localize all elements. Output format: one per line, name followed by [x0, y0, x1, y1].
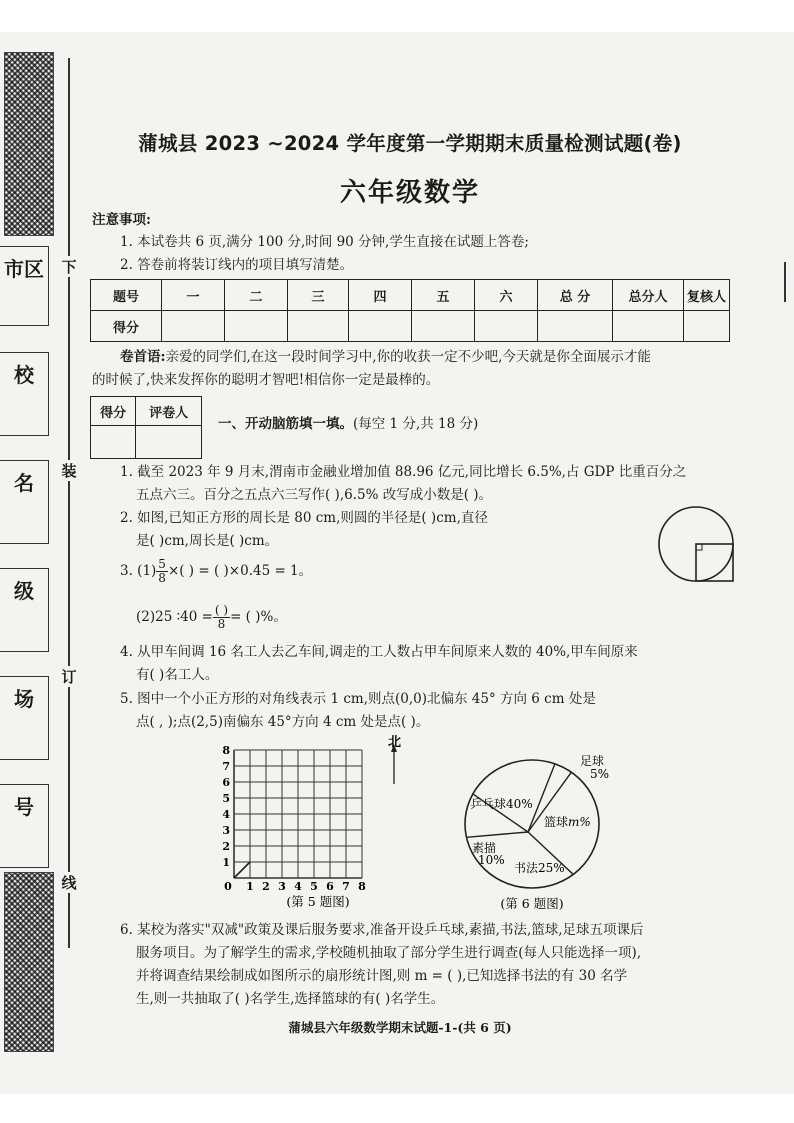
pie-value-label: m%	[568, 815, 591, 829]
pie-value-label: 5%	[590, 767, 610, 781]
score-header-cell: 一	[162, 280, 225, 311]
score-row-label: 得分	[91, 311, 162, 342]
diagonal-unit	[234, 862, 250, 878]
field-room[interactable]: 场	[0, 676, 49, 760]
preface-line: 的时候了,快来发挥你的聪明才智吧!相信你一定是最棒的。	[92, 372, 440, 388]
notice-item: 2. 答卷前将装订线内的项目填写清楚。	[120, 257, 354, 273]
y-tick-label: 4	[222, 808, 230, 821]
question-4: 4. 从甲车间调 16 名工人去乙车间,调走的工人数占甲车间原来人数的 40%,甲车间原来	[120, 644, 638, 660]
binding-char: 装	[61, 462, 77, 480]
pie-value-label: 25%	[538, 861, 565, 875]
grader-name-cell[interactable]	[136, 426, 202, 459]
field-district[interactable]: 市区	[0, 246, 49, 326]
question-1-cont: 五点六三。百分之五点六三写作( ),6.5% 改写成小数是( )。	[136, 487, 493, 503]
pie-label: 篮球m%	[544, 815, 591, 829]
grader-header-cell: 得分	[91, 397, 136, 426]
x-tick-label: 4	[294, 880, 302, 893]
y-tick-label: 6	[222, 776, 230, 789]
grader-score-cell[interactable]	[91, 426, 136, 459]
score-cell[interactable]	[225, 311, 288, 342]
figure-5-grid	[218, 734, 418, 914]
score-header-cell: 总分人	[613, 280, 684, 311]
score-table-header-row	[91, 280, 730, 311]
score-table-score-row	[91, 311, 730, 342]
y-tick-label: 3	[222, 824, 230, 837]
question-2: 2. 如图,已知正方形的周长是 80 cm,则圆的半径是( )cm,直径	[120, 510, 488, 526]
x-tick-label: 2	[262, 880, 270, 893]
binding-stripe-bottom	[4, 872, 54, 1052]
pie-slice-boundary	[466, 832, 528, 837]
north-label: 北	[388, 735, 402, 750]
pie-labels	[470, 753, 609, 875]
figure-5-caption: (第 5 题图)	[286, 894, 350, 909]
y-tick-label: 7	[222, 760, 230, 773]
binding-char: 下	[61, 258, 77, 276]
question-6-cont: 生,则一共抽取了( )名学生,选择篮球的有( )名学生。	[136, 991, 445, 1007]
question-3-part2: (2)25 ∶40 = $\frac{( )}{8}$ = ( )%。	[136, 603, 287, 631]
x-tick-label: 0	[224, 880, 232, 893]
x-tick-label: 3	[278, 880, 286, 893]
x-tick-label: 8	[358, 880, 366, 893]
score-header-cell: 六	[475, 280, 538, 311]
question-2-cont: 是( )cm,周长是( )cm。	[136, 533, 279, 549]
exam-subject: 六年级数学	[339, 178, 480, 208]
notice-heading: 注意事项:	[92, 212, 151, 228]
pie-value-label: 10%	[478, 853, 505, 867]
score-header-cell: 复核人	[684, 280, 730, 311]
question-4-cont: 有( )名工人。	[136, 667, 219, 683]
edge-mark	[784, 262, 786, 302]
fraction: $\frac{5}{8}$	[158, 557, 166, 585]
score-header-cell: 题号	[91, 280, 162, 311]
score-cell[interactable]	[412, 311, 475, 342]
binding-char: 线	[61, 874, 77, 892]
score-header-cell: 四	[349, 280, 412, 311]
preface-line	[120, 345, 651, 369]
grader-table	[90, 396, 202, 459]
score-header-cell: 五	[412, 280, 475, 311]
question-5: 5. 图中一个小正方形的对角线表示 1 cm,则点(0,0)北偏东 45° 方向 6 cm 处是	[120, 691, 596, 707]
score-header-cell: 总 分	[538, 280, 613, 311]
x-tick-label: 5	[310, 880, 318, 893]
figure-6-pie	[452, 740, 622, 920]
field-school[interactable]: 校	[0, 352, 49, 436]
grader-header-cell: 评卷人	[136, 397, 202, 426]
field-number[interactable]: 号	[0, 784, 49, 868]
pie-label: 书法25%	[514, 861, 565, 875]
preface-text: 亲爱的同学们,在这一段时间学习中,你的收获一定不少吧,今天就是你全面展示才能	[165, 349, 651, 365]
score-cell[interactable]	[162, 311, 225, 342]
y-tick-label: 8	[222, 744, 230, 757]
score-header-cell: 三	[288, 280, 349, 311]
figure-6-caption: (第 6 题图)	[500, 896, 564, 911]
pie-label: 乒乓球40%	[470, 797, 533, 811]
question-3-part1: 3. (1) $\frac{5}{8}$ ×( ) = ( )×0.45 = 1。	[120, 557, 313, 585]
binding-line	[68, 58, 70, 948]
score-cell[interactable]	[684, 311, 730, 342]
page-footer: 蒲城县六年级数学期末试题-1-(共 6 页)	[288, 1020, 512, 1035]
field-name[interactable]: 名	[0, 460, 49, 544]
field-class[interactable]: 级	[0, 568, 49, 652]
y-tick-label: 1	[222, 856, 230, 869]
y-tick-label: 5	[222, 792, 230, 805]
fraction: $\frac{( )}{8}$	[214, 603, 229, 631]
right-angle-mark	[696, 544, 702, 550]
score-cell[interactable]	[538, 311, 613, 342]
pie-label: 素描	[472, 841, 497, 855]
score-cell[interactable]	[475, 311, 538, 342]
score-cell[interactable]	[288, 311, 349, 342]
section-title-line	[218, 412, 478, 436]
score-cell[interactable]	[349, 311, 412, 342]
score-cell[interactable]	[613, 311, 684, 342]
score-header-cell: 二	[225, 280, 288, 311]
x-tick-label: 6	[326, 880, 334, 893]
binding-char: 订	[61, 668, 77, 686]
figure-circle-square	[656, 504, 740, 588]
binding-stripe-top	[4, 52, 54, 236]
preface-label: 卷首语:	[120, 349, 166, 365]
y-tick-label: 2	[222, 840, 230, 853]
question-5-cont: 点( , );点(2,5)南偏东 45°方向 4 cm 处是点( )。	[136, 714, 430, 730]
exam-title: 蒲城县 2023 ~2024 学年度第一学期期末质量检测试题(卷)	[138, 132, 682, 155]
question-6: 6. 某校为落实"双减"政策及课后服务要求,准备开设乒乓球,素描,书法,篮球,足球五项课后	[120, 922, 644, 938]
notice-item: 1. 本试卷共 6 页,满分 100 分,时间 90 分钟,学生直接在试题上答卷;	[120, 234, 529, 250]
grid-lines	[234, 750, 362, 878]
section-title: 一、开动脑筋填一填。	[218, 416, 353, 432]
question-1: 1. 截至 2023 年 9 月末,渭南市金融业增加值 88.96 亿元,同比增长 6.5%,占 GDP 比重百分之	[120, 464, 687, 480]
pie-label: 足球	[580, 754, 605, 768]
score-table	[90, 279, 730, 342]
x-tick-label: 1	[246, 880, 254, 893]
question-6-cont: 并将调查结果绘制成如图所示的扇形统计图,则 m = ( ),已知选择书法的有 30 名学	[136, 968, 628, 984]
section-note: (每空 1 分,共 18 分)	[353, 416, 479, 432]
question-6-cont: 服务项目。为了解学生的需求,学校随机抽取了部分学生进行调查(每人只能选择一项),	[136, 945, 642, 961]
pie-value-label: 40%	[506, 797, 533, 811]
x-tick-label: 7	[342, 880, 350, 893]
